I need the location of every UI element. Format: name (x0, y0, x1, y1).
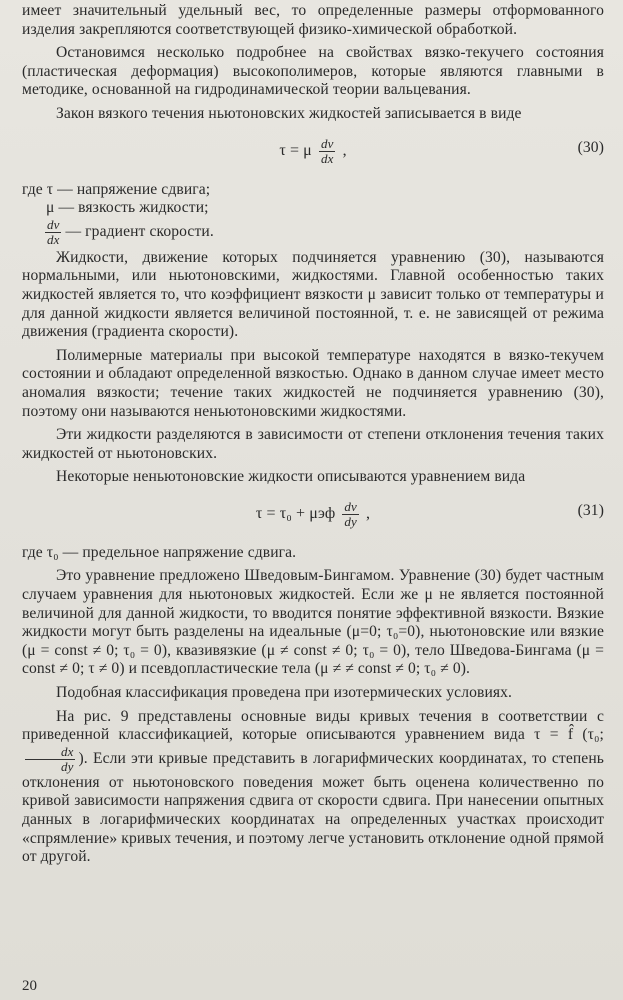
where-gradient-numerator: dv (47, 216, 60, 232)
equation-30-formula (22, 137, 604, 166)
where-gradient-text: — градиент скорости. (65, 222, 214, 240)
paragraph-1: Остановимся несколько подробнее на свойствах вязко-текучего состояния (пластическая деформация) высокополимеров, которые являются главными в методике, основанной на гидродинамической теории вальцевания. (22, 44, 604, 99)
equation-30-numerator: dv (320, 135, 334, 151)
paragraph-8: Это уравнение предложено Шведовым-Бингамом. Уравнение (30) будет частным случаем уравнения для ньютоновых жидкостей. Если же μ не является постоянной величиной для данной жидкости, то вводится понятие эффективной вязкости. Вязкие жидкости могут быть разделены на идеальные (μ=0; τ₀=0), ньютоновские или вязкие (μ = const ≠ 0; τ₀ = 0), квазивязкие (μ ≠ const ≠ 0; τ₀ = 0), тело Шведова-Бингама (μ = const ≠ 0; τ ≠ 0) и псевдопластические тела (μ ≠ ≠ const ≠ 0; τ₀ ≠ 0). (22, 567, 604, 678)
equation-30-denominator: dx (320, 150, 334, 166)
where-block (22, 181, 604, 247)
page-number: 20 (22, 978, 37, 994)
paragraph-6: Некоторые неньютоновские жидкости описываются уравнением вида (56, 468, 526, 486)
paragraph-2: Закон вязкого течения ньютоновских жидкостей записывается в виде (56, 104, 522, 122)
inline-fraction-numerator: dx (25, 745, 75, 760)
equation-30-lhs: τ = μ (279, 141, 312, 159)
equation-31-tail: , (366, 505, 371, 523)
where-line-mu: μ — вязкость жидкости; (46, 199, 209, 217)
paragraph-0: имеет значительный удельный вес, то определенные размеры отформованного изделия закрепляются соответствующей физико-химической обработкой. (22, 2, 604, 38)
where-gradient-denominator: dx (47, 231, 60, 247)
where-line-tau: где τ — напряжение сдвига; (22, 180, 211, 198)
equation-30-fraction (319, 137, 335, 166)
where-gradient-fraction (45, 218, 61, 247)
paragraph-10-part-b: ). Если эти кривые представить в логарифмических координатах, то степень отклонения от ньютоновского поведения может быть оценена количественно по кривой зависимости напряжения сдвига от скорости сдвига. При нанесении опытных данных в логарифмических координатах на определенных участках происходит «спрямление» кривых течения, и поэтому легче установить отклонение одной прямой от другой. (22, 749, 604, 866)
equation-31-fraction (342, 500, 358, 529)
paragraph-9: Подобная классификация проведена при изотермических условиях. (56, 684, 513, 702)
equation-31 (22, 492, 604, 538)
paragraph-10-part-a: На рис. 9 представлены основные виды кривых течения в соответствии с приведенной классификацией, которые описываются уравнением вида τ = f̂ (τ₀; (22, 707, 604, 744)
inline-fraction (25, 745, 75, 774)
paragraph-10 (22, 708, 604, 867)
equation-31-denominator: dy (344, 513, 357, 529)
paragraph-7: где τ₀ — предельное напряжение сдвига. (22, 543, 297, 561)
equation-31-formula (22, 500, 604, 529)
inline-fraction-denominator: dy (61, 758, 74, 774)
equation-31-number: (31) (577, 501, 604, 519)
paragraph-4: Полимерные материалы при высокой температуре находятся в вязко-текучем состоянии и обладают определенной вязкостью. Однако в данном случае имеет место аномалия вязкости; течение таких жидкостей не подчиняется уравнению (30), поэтому они называются неньютоновскими жидкостями. (22, 346, 604, 420)
equation-30-tail: , (342, 141, 347, 159)
equation-30-number: (30) (577, 138, 604, 156)
equation-31-numerator: dv (344, 498, 357, 514)
page-text (22, 2, 604, 872)
where-line-gradient (22, 218, 604, 247)
paragraph-5: Эти жидкости разделяются в зависимости от степени отклонения течения таких жидкостей от ньютоновских. (22, 426, 604, 462)
paragraph-3: Жидкости, движение которых подчиняется уравнению (30), называются нормальными, или ньютоновскими, жидкостями. Главной особенностью таких жидкостей является то, что коэффициент вязкости μ зависит только от температуры и для данной жидкости является величиной постоянной, т. е. не зависящей от режима движения (градиента скорости). (22, 248, 604, 341)
equation-31-lhs: τ = τ₀ + μэф (255, 505, 336, 523)
equation-30 (22, 129, 604, 175)
